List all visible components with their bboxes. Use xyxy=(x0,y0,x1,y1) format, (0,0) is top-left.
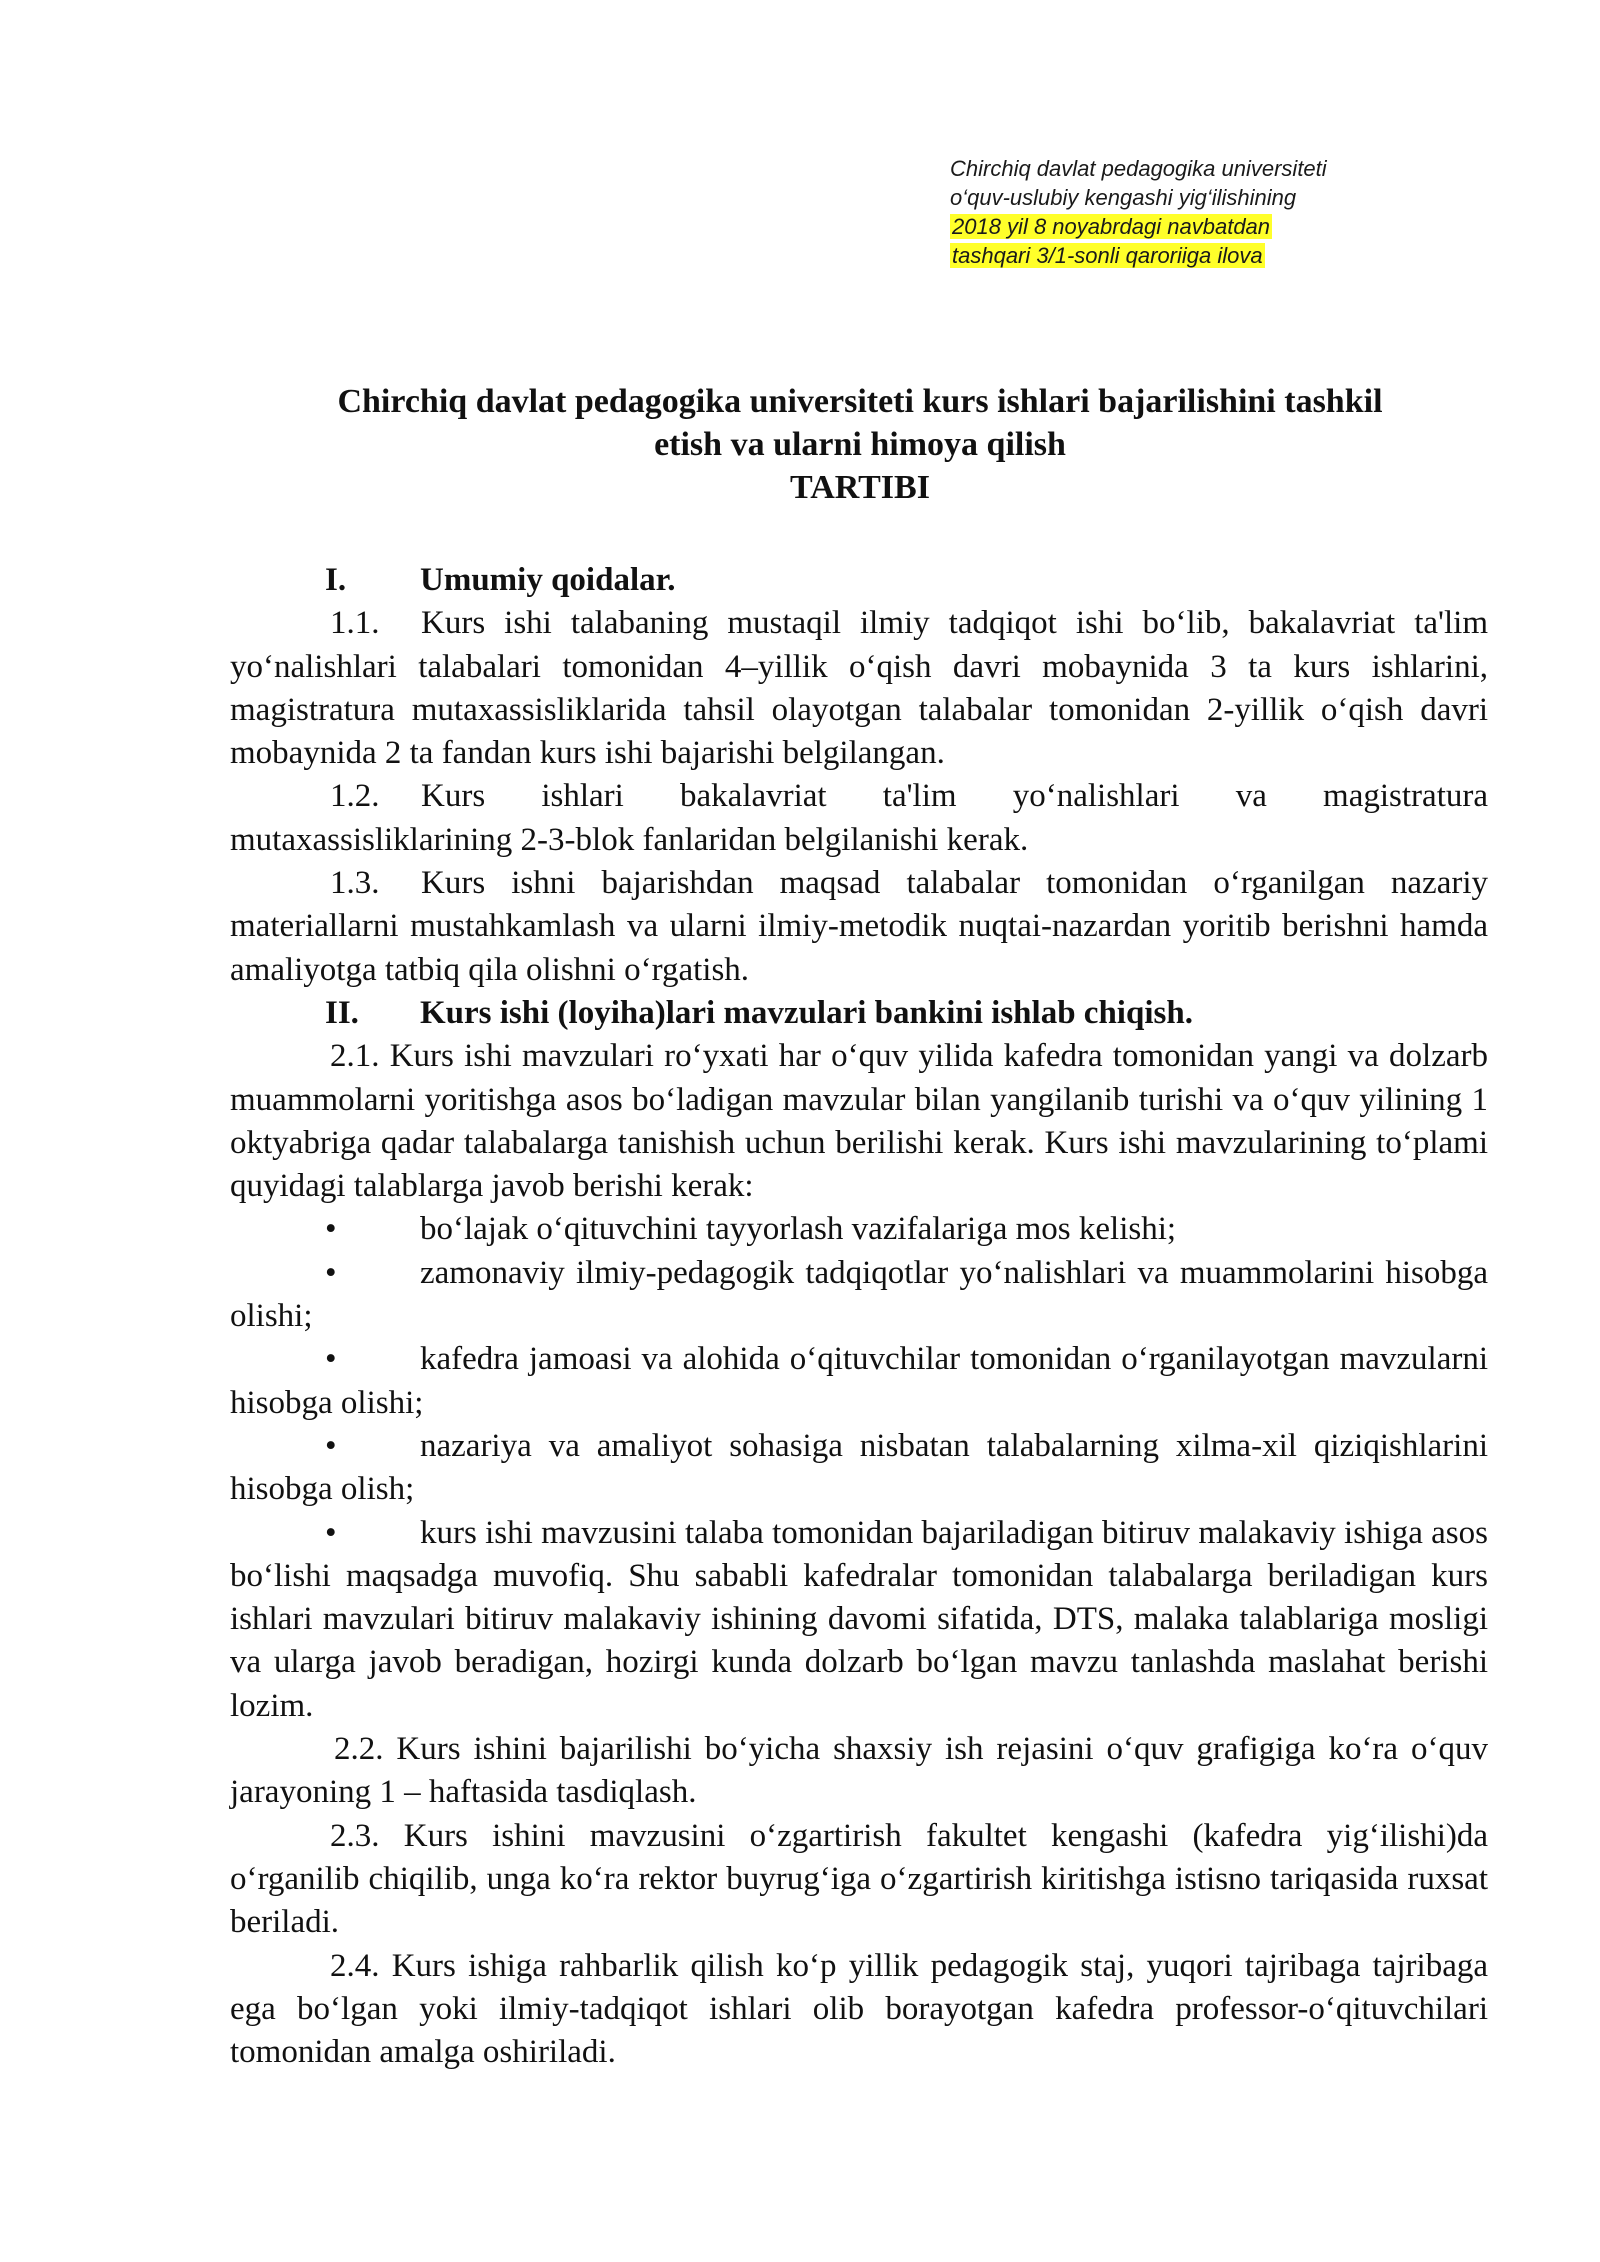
bullet-text: kafedra jamoasi va alohida o‘qituvchilar tomonidan o‘rganilayotgan mavzularni hisobga olishi; xyxy=(230,1341,1488,1421)
bullet-mark: • xyxy=(325,1514,337,1551)
paragraph-2-1: 2.1. Kurs ishi mavzulari ro‘yxati har o‘quv yilida kafedra tomonidan yangi va dolzarb muammolarni yoritishga asos bo‘ladigan mavzular bilan yangilanib turishi va o‘quv yilining 1 oktyabriga qadar talabalarga tanishish uchun berilishi kerak. Kurs ishi mavzularining to‘plami quyidagi talablarga javob berishi kerak: xyxy=(230,1038,1488,1205)
item-number: 1.3. xyxy=(330,865,380,902)
title-line-1: Chirchiq davlat pedagogika universiteti kurs ishlari bajarilishini tashkil xyxy=(337,383,1383,420)
item-number: 1.1. xyxy=(330,605,380,642)
bullet-item xyxy=(230,1252,1488,1339)
title-line-2: etish va ularni himoya qilish xyxy=(654,426,1066,463)
bullet-item xyxy=(230,1208,1488,1251)
document-title xyxy=(230,380,1490,509)
bullet-item xyxy=(230,1512,1488,1728)
paragraph-1-1 xyxy=(230,602,1488,775)
paragraph-2-4: 2.4. Kurs ishiga rahbarlik qilish ko‘p yillik pedagogik staj, yuqori tajribaga tajribaga ega bo‘lgan yoki ilmiy-tadqiqot ishlari olib borayotgan kafedra professor-o‘qituvchilari tomonidan amalga oshiriladi. xyxy=(230,1947,1488,2071)
document-body xyxy=(230,559,1488,2074)
bullet-mark: • xyxy=(325,1427,337,1464)
bullet-item xyxy=(230,1338,1488,1425)
section-title: Kurs ishi (loyiha)lari mavzulari bankini ishlab chiqish. xyxy=(420,994,1193,1031)
annex-line: o‘quv-uslubiy kengashi yig‘ilishining xyxy=(950,185,1297,210)
annex-highlighted-line: 2018 yil 8 noyabrdagi navbatdan xyxy=(952,214,1271,239)
title-line-3: TARTIBI xyxy=(790,469,930,506)
annex-highlighted-line: tashqari 3/1-sonli qaroriiga ilova xyxy=(952,243,1263,268)
bullet-mark: • xyxy=(325,1341,337,1378)
bullet-mark: • xyxy=(325,1254,337,1291)
item-number: 1.2. xyxy=(330,778,380,815)
paragraph-1-3 xyxy=(230,862,1488,992)
item-text: Kurs ishi talabaning mustaqil ilmiy tadqiqot ishi bo‘lib, bakalavriat ta'lim yo‘nalishlari talabalari tomonidan 4–yillik o‘qish davri mobaynida 3 ta kurs ishlarini, magistratura mutaxassisliklarida tahsil olayotgan talabalar tomonidan 2-yillik o‘qish davri mobaynida 2 ta fandan kurs ishi bajarishi belgilangan. xyxy=(230,605,1488,772)
bullet-text: zamonaviy ilmiy-pedagogik tadqiqotlar yo‘nalishlari va muammolarini hisobga olishi; xyxy=(230,1254,1488,1335)
section-number: II. xyxy=(325,994,359,1031)
annex-note xyxy=(950,154,1420,270)
bullet-item xyxy=(230,1425,1488,1512)
section-heading-1 xyxy=(230,559,1488,602)
paragraph-2-3: 2.3. Kurs ishini mavzusini o‘zgartirish fakultet kengashi (kafedra yig‘ilishi)da o‘rganilib chiqilib, unga ko‘ra rektor buyrug‘iga o‘zgartirish kiritishga istisno tariqasida ruxsat beriladi. xyxy=(230,1817,1488,1941)
paragraph-1-2 xyxy=(230,775,1488,862)
item-text: Kurs ishlari bakalavriat ta'lim yo‘nalishlari va magistratura mutaxassisliklarining 2-3-blok fanlaridan belgilanishi kerak. xyxy=(230,778,1488,858)
paragraph-2-2: 2.2. Kurs ishini bajarilishi bo‘yicha shaxsiy ish rejasini o‘quv grafigiga ko‘ra o‘quv jarayoning 1 – haftasida tasdiqlash. xyxy=(230,1731,1488,1811)
bullet-text: nazariya va amaliyot sohasiga nisbatan talabalarning xilma-xil qiziqishlarini hisobga olish; xyxy=(230,1427,1488,1508)
annex-line: Chirchiq davlat pedagogika universiteti xyxy=(950,156,1327,181)
bullet-text: kurs ishi mavzusini talaba tomonidan bajariladigan bitiruv malakaviy ishiga asos bo‘lishi maqsadga muvofiq. Shu sababli kafedralar tomonidan talabalarga beriladigan kurs ishlari mavzulari bitiruv malakaviy ishining davomi sifatida, DTS, malaka talablariga mosligi va ularga javob beradigan, hozirgi kunda dolzarb bo‘lgan mavzu tanlashda maslahat berishi lozim. xyxy=(230,1514,1488,1724)
section-heading-2 xyxy=(230,992,1488,1035)
item-text: Kurs ishni bajarishdan maqsad talabalar tomonidan o‘rganilgan nazariy materiallarni mustahkamlash va ularni ilmiy-metodik nuqtai-nazardan yoritib berishni hamda amaliyotga tatbiq qila olishni o‘rgatish. xyxy=(230,865,1488,988)
bullet-text: bo‘lajak o‘qituvchini tayyorlash vazifalariga mos kelishi; xyxy=(420,1211,1177,1248)
section-title: Umumiy qoidalar. xyxy=(420,562,676,598)
section-number: I. xyxy=(325,562,347,598)
bullet-mark: • xyxy=(325,1211,337,1248)
